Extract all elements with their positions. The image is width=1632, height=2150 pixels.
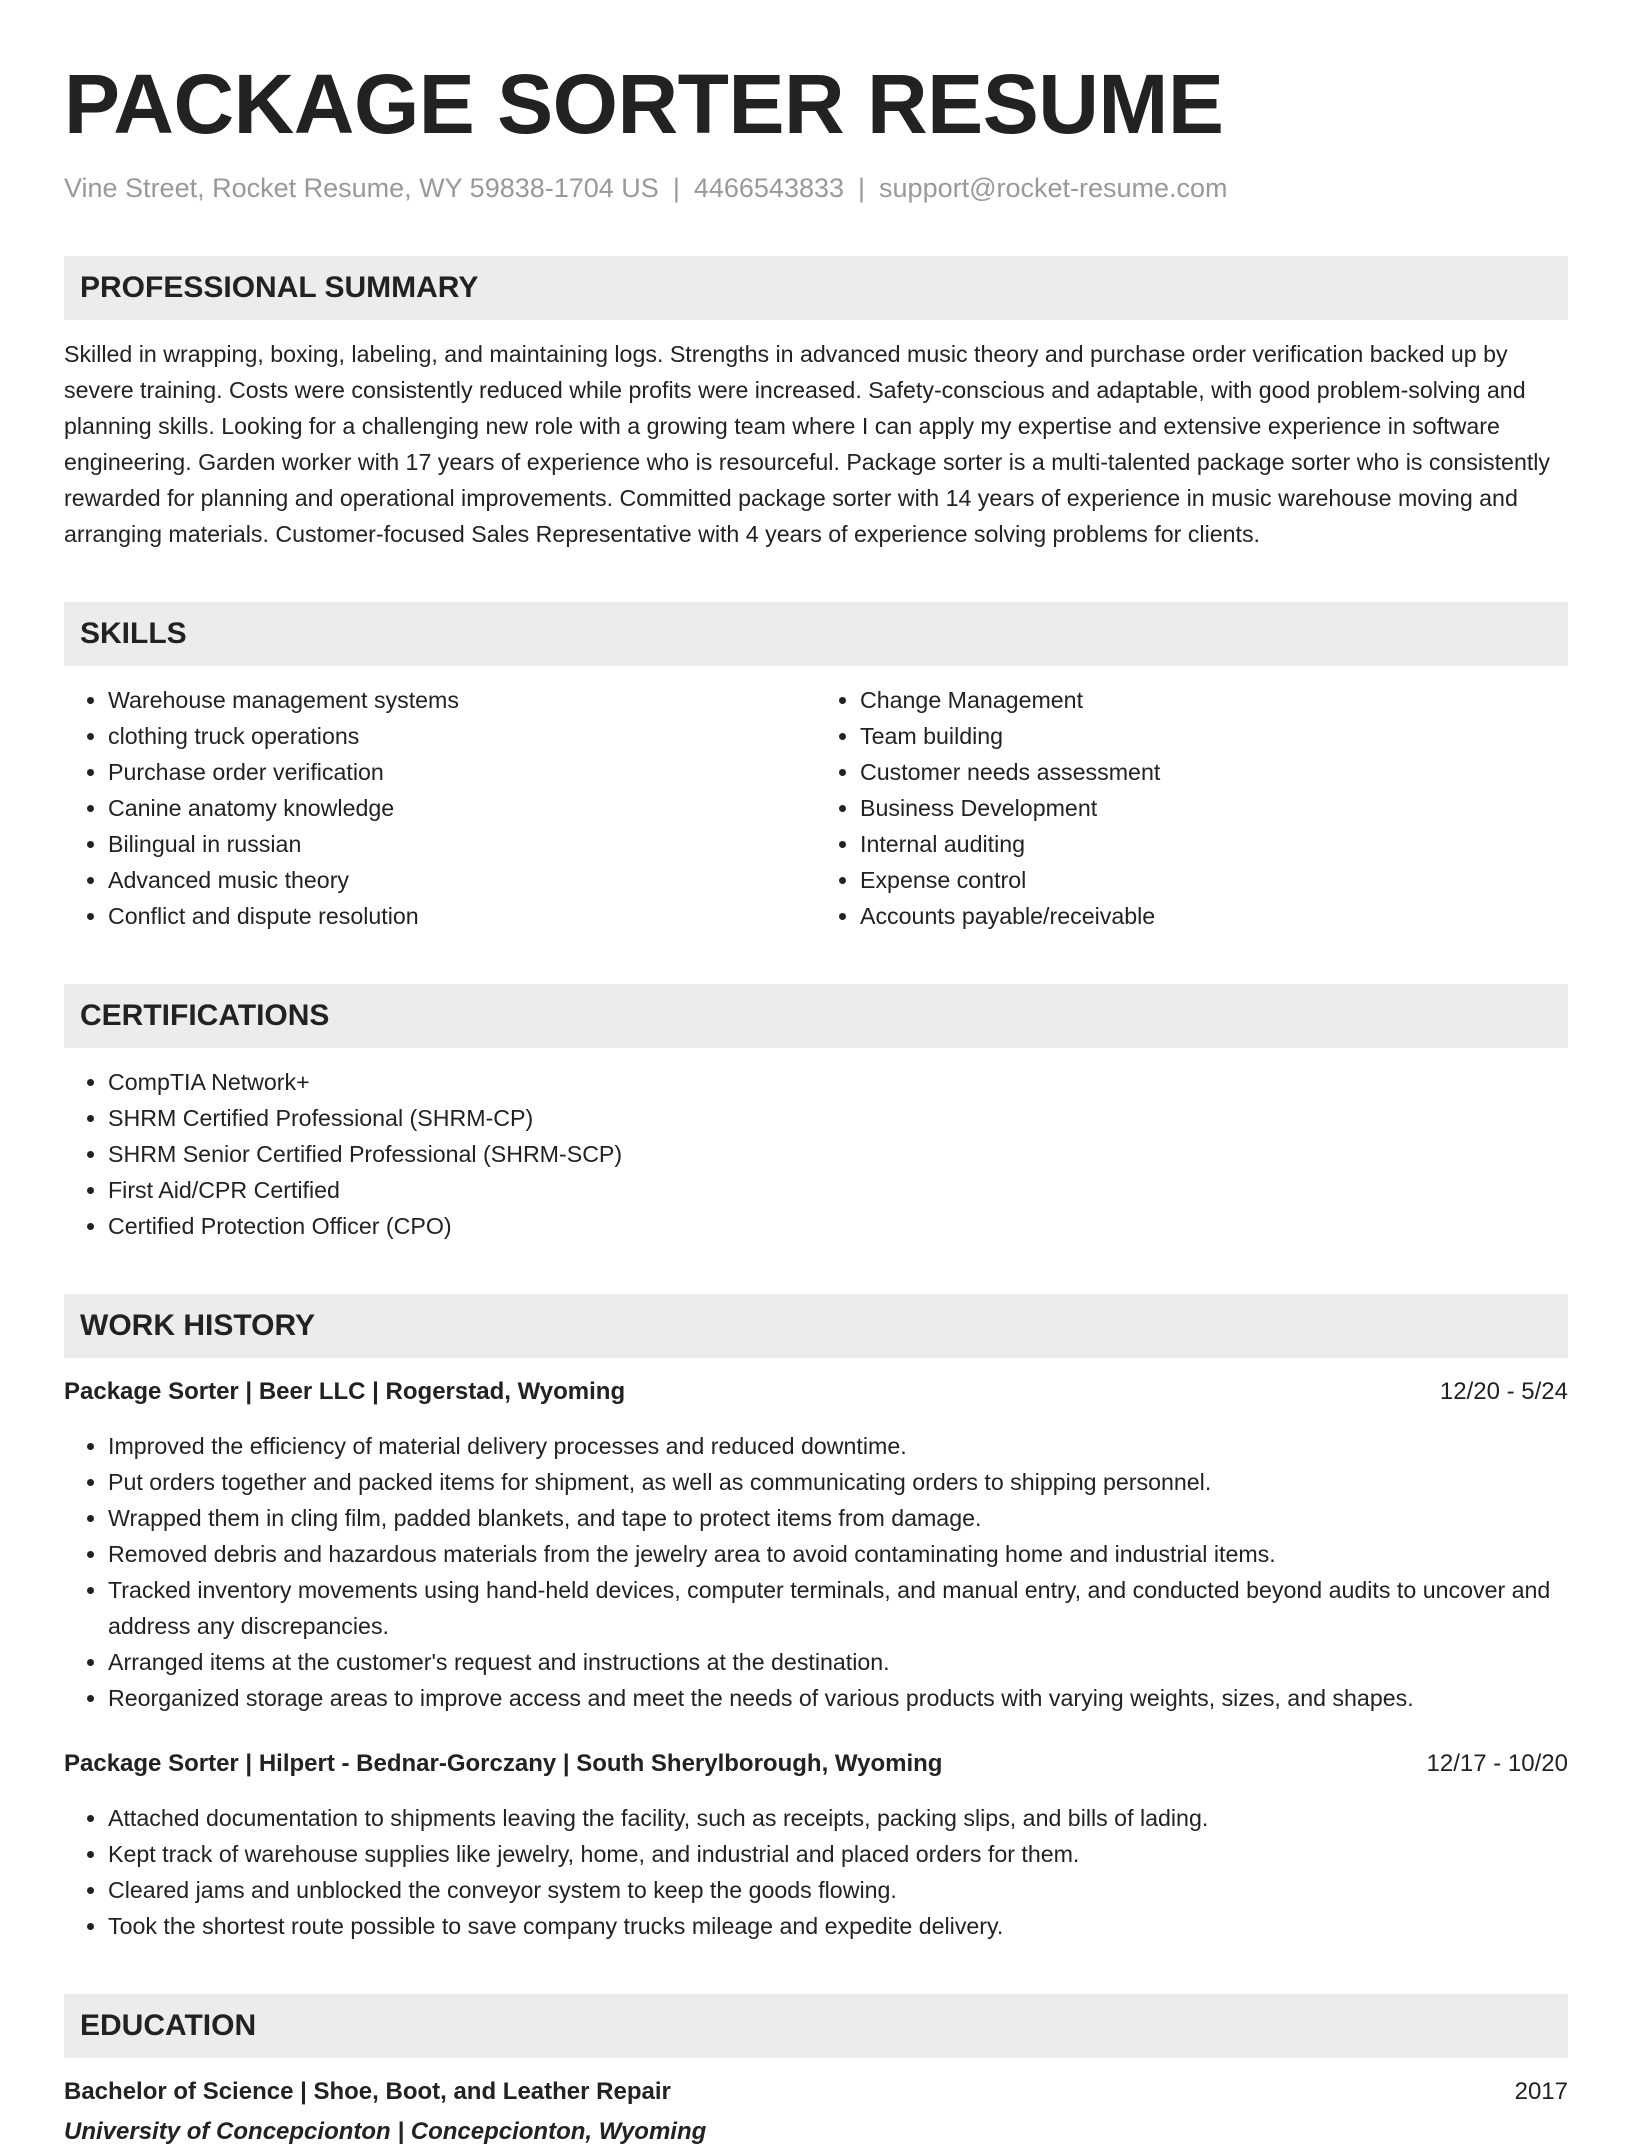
job-bullet: • Cleared jams and unblocked the conveyor system to keep the goods flowing. — [108, 1872, 1568, 1908]
skill-item: • Canine anatomy knowledge — [108, 790, 816, 826]
certifications-list — [64, 1064, 1568, 1244]
certification-item: • SHRM Senior Certified Professional (SHRM-SCP) — [108, 1136, 1568, 1172]
job-bullet: • Put orders together and packed items for shipment, as well as communicating orders to shipping personnel. — [108, 1464, 1568, 1500]
job-bullet: • Wrapped them in cling film, padded blankets, and tape to protect items from damage. — [108, 1500, 1568, 1536]
job-bullet: • Tracked inventory movements using hand-held devices, computer terminals, and manual entry, and conducted beyond audits to uncover and address any discrepancies. — [108, 1572, 1568, 1644]
skill-item: • Accounts payable/receivable — [860, 898, 1568, 934]
certification-item: • First Aid/CPR Certified — [108, 1172, 1568, 1208]
education-year: 2017 — [1514, 2078, 1568, 2105]
skill-item: • Internal auditing — [860, 826, 1568, 862]
skills-column-right — [816, 682, 1568, 934]
job-title: Package Sorter | Hilpert - Bednar-Gorczany | South Sherylborough, Wyoming — [64, 1750, 943, 1777]
education-degree: Bachelor of Science | Shoe, Boot, and Leather Repair — [64, 2078, 671, 2105]
job-bullet: • Arranged items at the customer's request and instructions at the destination. — [108, 1644, 1568, 1680]
skill-item: • Bilingual in russian — [108, 826, 816, 862]
education-header — [64, 2074, 1568, 2110]
job-bullets — [64, 1800, 1568, 1944]
skill-item: • Warehouse management systems — [108, 682, 816, 718]
job-title: Package Sorter | Beer LLC | Rogerstad, Wyoming — [64, 1378, 626, 1405]
skill-item: • Customer needs assessment — [860, 754, 1568, 790]
skill-item: • Change Management — [860, 682, 1568, 718]
job-bullet: • Kept track of warehouse supplies like jewelry, home, and industrial and placed orders for them. — [108, 1836, 1568, 1872]
skills-column-left — [64, 682, 816, 934]
skill-item: • Expense control — [860, 862, 1568, 898]
education-school: University of Concepcionton | Concepcionton, Wyoming — [64, 2118, 707, 2145]
skill-item: • clothing truck operations — [108, 718, 816, 754]
certification-item: • Certified Protection Officer (CPO) — [108, 1208, 1568, 1244]
job-bullets — [64, 1428, 1568, 1716]
job-header — [64, 1374, 1568, 1410]
job-dates: 12/20 - 5/24 — [1439, 1378, 1568, 1405]
job-bullet: • Removed debris and hazardous materials from the jewelry area to avoid contaminating home and industrial items. — [108, 1536, 1568, 1572]
contact-line — [64, 170, 1568, 206]
work-history-heading: WORK HISTORY — [64, 1294, 1568, 1358]
summary-heading: PROFESSIONAL SUMMARY — [64, 256, 1568, 320]
summary-text: Skilled in wrapping, boxing, labeling, and maintaining logs. Strengths in advanced music theory and purchase order verification backed up by severe training. Costs were consistently reduced while profits were increased. Safety-conscious and adaptable, with good problem-solving and planning skills. Looking for a challenging new role with a growing team where I can apply my expertise and extensive experience in software engineering. Garden worker with 17 years of experience who is resourceful. Package sorter is a multi-talented package sorter who is consistently rewarded for planning and operational improvements. Committed package sorter with 14 years of experience in music warehouse moving and arranging materials. Customer-focused Sales Representative with 4 years of experience solving problems for clients. — [64, 341, 1551, 547]
job-bullet: • Attached documentation to shipments leaving the facility, such as receipts, packing slips, and bills of lading. — [108, 1800, 1568, 1836]
certification-item: • SHRM Certified Professional (SHRM-CP) — [108, 1100, 1568, 1136]
job-header — [64, 1746, 1568, 1782]
contact-phone: 4466543833 — [693, 173, 845, 203]
skill-item: • Conflict and dispute resolution — [108, 898, 816, 934]
job-entry — [64, 1746, 1568, 1944]
job-dates: 12/17 - 10/20 — [1426, 1750, 1568, 1777]
skills-list — [64, 682, 1568, 934]
certifications-heading: CERTIFICATIONS — [64, 984, 1568, 1048]
contact-separator: | — [672, 173, 680, 203]
contact-address: Vine Street, Rocket Resume, WY 59838-1704 US — [64, 173, 659, 203]
contact-email[interactable]: support@rocket-resume.com — [879, 173, 1228, 203]
skill-item: • Advanced music theory — [108, 862, 816, 898]
skill-item: • Team building — [860, 718, 1568, 754]
job-bullet: • Reorganized storage areas to improve access and meet the needs of various products with varying weights, sizes, and shapes. — [108, 1680, 1568, 1716]
job-bullet: • Took the shortest route possible to save company trucks mileage and expedite delivery. — [108, 1908, 1568, 1944]
job-entry — [64, 1374, 1568, 1716]
resume-title: PACKAGE SORTER RESUME — [64, 57, 1224, 151]
skill-item: • Purchase order verification — [108, 754, 816, 790]
education-heading: EDUCATION — [64, 1994, 1568, 2058]
job-bullet: • Improved the efficiency of material delivery processes and reduced downtime. — [108, 1428, 1568, 1464]
contact-separator: | — [858, 173, 866, 203]
skill-item: • Business Development — [860, 790, 1568, 826]
skills-heading: SKILLS — [64, 602, 1568, 666]
certification-item: • CompTIA Network+ — [108, 1064, 1568, 1100]
